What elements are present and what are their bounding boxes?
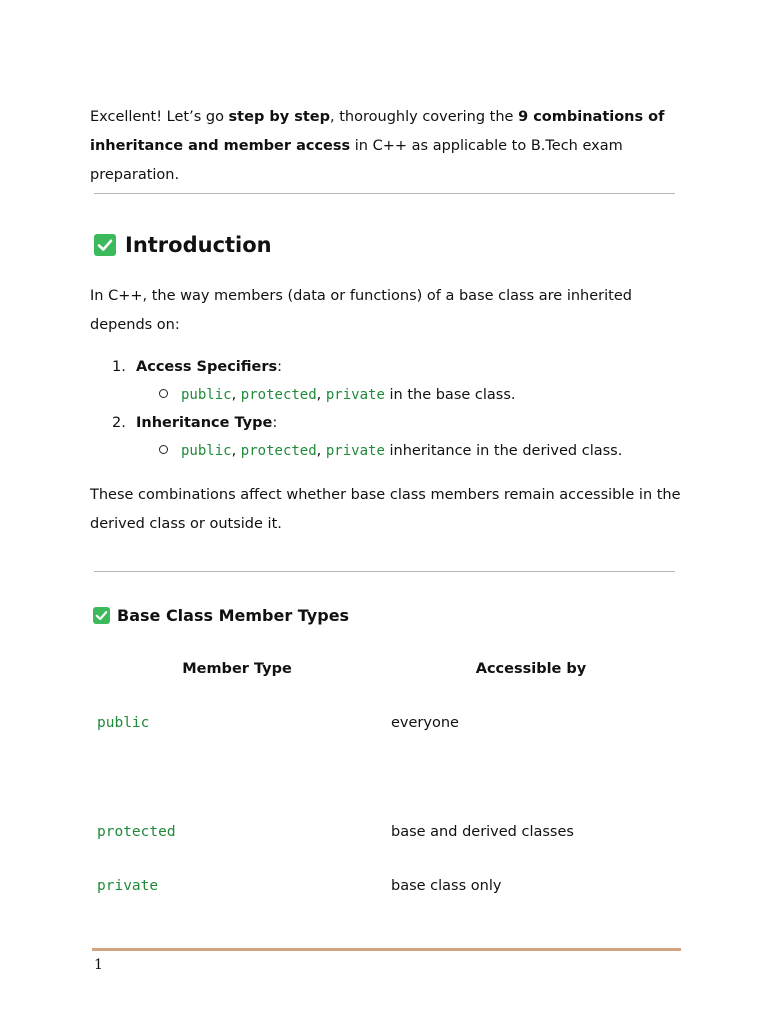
list-item-label: Access Specifiers [136,359,278,375]
cell-accessible-by: everyone [391,715,459,731]
intro-bold-combinations: 9 combinations of inheritance and member access [90,109,665,154]
separator: , [316,443,326,459]
sub-list-item-access-specifiers [159,381,516,409]
separator: , [231,387,241,403]
code-protected: protected [240,387,317,403]
member-types-heading [93,603,349,627]
list-number: 1. [112,359,126,375]
code-protected: protected [240,443,317,459]
check-mark-icon [93,607,110,624]
list-item-inheritance-type [112,409,277,437]
separator: , [231,443,241,459]
intro-text: , thoroughly covering the [330,109,519,125]
code-public: public [181,387,232,403]
list-number: 2. [112,415,126,431]
cell-accessible-by: base class only [391,878,502,894]
code-private: private [325,387,385,403]
sub-item-text: inheritance in the derived class. [384,443,623,459]
footer-rule [92,948,681,951]
column-header-member-type: Member Type [182,661,292,677]
sub-item-text: in the base class. [384,387,516,403]
divider [94,571,675,572]
cell-member-type: public [97,715,150,731]
introduction-paragraph: In C++, the way members (data or functions) of a base class are inherited depends on: [90,288,632,333]
page-number: 1 [94,957,103,973]
introduction-heading-text: Introduction [125,233,272,257]
separator: , [316,387,326,403]
member-types-heading-text: Base Class Member Types [117,605,350,625]
check-mark-icon [94,234,116,256]
intro-text: in C++ as applicable to B.Tech exam preparation. [90,138,623,183]
intro-paragraph [90,103,690,190]
column-header-accessible-by: Accessible by [475,661,587,677]
sub-list-item-inheritance-type [159,437,622,465]
cell-member-type: protected [97,824,176,840]
cell-accessible-by: base and derived classes [391,824,574,840]
hollow-bullet-icon [159,445,168,454]
introduction-heading [94,230,272,260]
list-item-colon: : [277,359,283,375]
code-private: private [325,443,385,459]
cell-member-type: private [97,878,159,894]
closing-paragraph: These combinations affect whether base class members remain accessible in the derived class or outside it. [90,487,681,532]
code-public: public [181,443,232,459]
divider [94,193,675,194]
list-item-colon: : [272,415,278,431]
intro-text: Excellent! Let’s go [90,109,229,125]
intro-bold-step: step by step [228,109,331,125]
list-item-access-specifiers [112,353,282,381]
list-item-label: Inheritance Type [136,415,273,431]
hollow-bullet-icon [159,389,168,398]
